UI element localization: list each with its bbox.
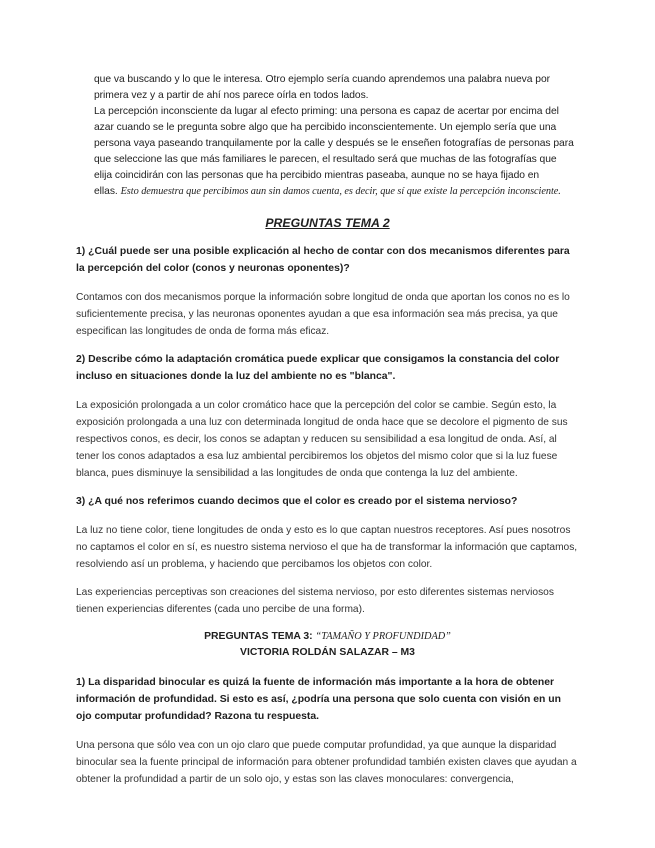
intro-conclusion: Esto demuestra que percibimos aun sin damos cuenta, es decir, que sí que existe la percepción inconsciente. — [120, 186, 561, 197]
question-2: 2) Describe cómo la adaptación cromática puede explicar que consigamos la constancia del color incluso en situaciones donde la luz del ambiente no es "blanca". — [76, 354, 560, 382]
intro-line: La percepción inconsciente da lugar al efecto priming: una persona es capaz de acertar por encima del — [94, 106, 559, 117]
intro-line: persona vaya paseando tranquilamente por la calle y después se le enseñen fotografías de personas para — [94, 138, 574, 149]
answer-1: Contamos con dos mecanismos porque la información sobre longitud de onda que aportan los conos no es lo suficientemente precisa, y las neuronas oponentes ayudan a que esa información sea más precisa, ya que especifican las longitudes de onda de forma más eficaz. — [76, 292, 570, 337]
intro-line: elija coincidirán con las personas que ha percibido mientras paseaba, aunque no se haya fijado en — [94, 170, 540, 181]
tema-3-title-topic: “TAMAÑO Y PROFUNDIDAD” — [315, 631, 451, 642]
answer-2: La exposición prolongada a un color cromático hace que la percepción del color se cambie. Según esto, la exposición prolongada a una luz con determinada longitud de onda hace que se decolore el pigmento de sus respectivos conos, es decir, los conos se adaptan y reducen su sensibilidad a esa longitud de onda. Así, al tener los conos adaptados a esa luz ambiental percibiremos los objetos del mismo color que si la luz fuese blanca, pues disminuye la sensibilidad a las longitudes de onda que contenga la luz del ambiente. — [76, 400, 568, 479]
section-heading-tema-3 — [76, 629, 579, 661]
intro-paragraph — [94, 72, 579, 200]
tema-3-answer-1: Una persona que sólo vea con un ojo claro que puede computar profundidad, ya que aunque la disparidad binocular sea la fuente principal de información para obtener profundidad también existen claves que ayudan a obtener la profundidad a partir de un solo ojo, y estas son las claves monoculares: convergencia, — [76, 740, 577, 785]
answer-3a: La luz no tiene color, tiene longitudes de onda y esto es lo que captan nuestros receptores. Así pues nosotros no captamos el color en sí, es nuestro sistema nervioso el que ha de transformar la información que captamos, resolviendo así un problema, y haciendo que percibamos los objetos con color. — [76, 525, 578, 570]
tema-3-title-prefix: PREGUNTAS TEMA 3: — [204, 631, 316, 642]
question-1: 1) ¿Cuál puede ser una posible explicación al hecho de contar con dos mecanismos diferentes para la percepción del color (conos y neuronas oponentes)? — [76, 246, 570, 274]
answer-3b: Las experiencias perceptivas son creaciones del sistema nervioso, por esto diferentes sistemas nerviosos tienen experiencias diferentes (cada uno percibe de una forma). — [76, 587, 554, 615]
tema-3-question-1: 1) La disparidad binocular es quizá la fuente de información más importante a la hora de obtener información de profundidad. Si esto es así, ¿podría una persona que solo cuenta con visión en un ojo computar profundidad? Razona tu respuesta. — [76, 677, 561, 722]
intro-last-line-start: ellas. — [94, 186, 118, 197]
intro-line: que seleccione las que más familiares le parecen, el resultado será que muchas de las fotografías que — [94, 154, 557, 165]
intro-line: azar cuando se le pregunta sobre algo que ha percibido inconscientemente. Un ejemplo sería que una — [94, 122, 557, 133]
question-3: 3) ¿A qué nos referimos cuando decimos que el color es creado por el sistema nervioso? — [76, 496, 518, 507]
intro-line: primera vez y a partir de ahí nos parece oírla en todos lados. — [94, 90, 369, 101]
intro-line: que va buscando y lo que le interesa. Otro ejemplo sería cuando aprendemos una palabra nueva por — [94, 74, 551, 85]
section-title-tema-2: PREGUNTAS TEMA 2 — [265, 216, 390, 230]
author-line: VICTORIA ROLDÁN SALAZAR – M3 — [240, 647, 415, 658]
section-title-tema-3 — [76, 629, 579, 645]
intro-last-line — [94, 184, 579, 200]
